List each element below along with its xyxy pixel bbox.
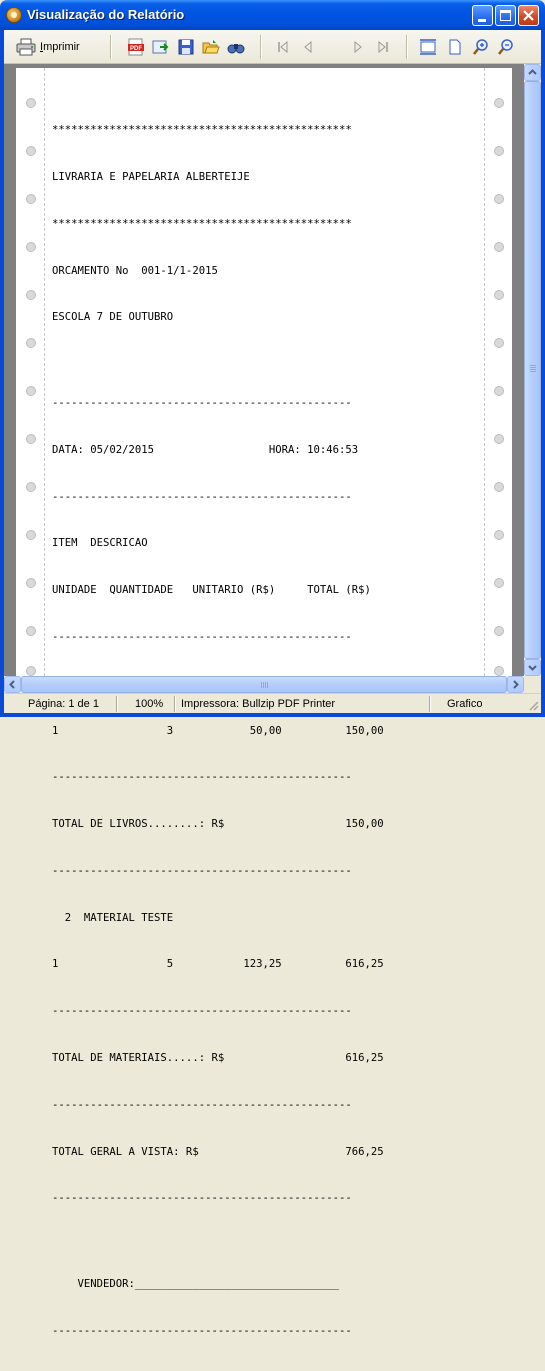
tractor-holes-left (26, 68, 38, 676)
status-separator (174, 696, 176, 712)
horizontal-scroll-thumb[interactable] (21, 676, 507, 693)
report-line: ----------------------------------------------- (52, 864, 352, 877)
report-line: LIVRARIA E PAPELARIA ALBERTEIJE (52, 170, 250, 183)
print-button[interactable] (16, 36, 80, 58)
open-button[interactable] (202, 38, 220, 56)
report-line: UNIDADE QUANTIDADE UNITARIO (R$) TOTAL (R$) (52, 584, 371, 597)
window-title: Visualização do Relatório (27, 7, 185, 22)
report-line: 1 5 123,25 616,25 (52, 958, 384, 971)
render-mode: Grafico (447, 698, 483, 710)
report-line: ----------------------------------------------- (52, 1324, 352, 1337)
report-line: *********************************************** (52, 217, 352, 230)
tractor-holes-right (494, 68, 506, 676)
title-bar (0, 0, 545, 30)
window-frame-right (541, 30, 545, 717)
print-label: Imprimir (40, 41, 80, 53)
vertical-scrollbar[interactable] (524, 64, 541, 676)
report-line: ESCOLA 7 DE OUTUBRO (52, 311, 174, 324)
find-icon (227, 38, 245, 56)
report-line: ----------------------------------------------- (52, 1098, 352, 1111)
last-page-button[interactable] (374, 38, 392, 56)
report-line: ----------------------------------------------- (52, 397, 352, 410)
scroll-left-button[interactable] (4, 676, 21, 693)
chevron-up-icon (525, 65, 540, 80)
report-line: ----------------------------------------------- (52, 771, 352, 784)
minimize-button[interactable] (472, 5, 493, 26)
previous-page-button[interactable] (299, 38, 317, 56)
chevron-right-icon (508, 677, 523, 692)
printer-icon (16, 38, 36, 56)
report-line (52, 357, 384, 365)
previous-page-icon (299, 38, 317, 56)
zoom-out-button[interactable] (497, 38, 515, 56)
first-page-icon (274, 38, 292, 56)
toolbar-separator (406, 35, 408, 59)
vertical-scroll-thumb[interactable] (524, 81, 541, 659)
pdf-icon (127, 38, 145, 56)
report-line: TOTAL GERAL A VISTA: R$ 766,25 (52, 1145, 384, 1158)
report-line: ----------------------------------------------- (52, 490, 352, 503)
report-line: 2 MATERIAL TESTE (52, 911, 174, 924)
page-indicator: Página: 1 de 1 (28, 698, 99, 710)
zoom-in-icon (472, 38, 490, 56)
status-separator (429, 696, 431, 712)
export-pdf-button[interactable] (127, 38, 145, 56)
app-icon (6, 7, 22, 23)
report-line: ----------------------------------------------- (52, 1005, 352, 1018)
toolbar (4, 30, 541, 64)
scroll-right-button[interactable] (507, 676, 524, 693)
open-folder-icon (202, 38, 220, 56)
status-bar (4, 693, 541, 713)
printer-name: Impressora: Bullzip PDF Printer (181, 698, 336, 710)
page-width-icon (419, 38, 437, 56)
close-icon (519, 6, 538, 25)
report-line: TOTAL DE LIVROS........: R$ 150,00 (52, 818, 384, 831)
page-width-button[interactable] (419, 38, 437, 56)
report-line: ----------------------------------------------- (52, 1192, 352, 1205)
first-page-button[interactable] (274, 38, 292, 56)
report-line: ----------------------------------------------- (52, 630, 352, 643)
last-page-icon (374, 38, 392, 56)
zoom-level: 100% (135, 698, 164, 710)
whole-page-button[interactable] (446, 38, 464, 56)
report-text (52, 92, 384, 1371)
report-line: ITEM DESCRICAO (52, 537, 148, 550)
scroll-up-button[interactable] (524, 64, 541, 81)
next-page-icon (349, 38, 367, 56)
toolbar-separator (260, 35, 262, 59)
scroll-down-button[interactable] (524, 659, 541, 676)
report-line: *********************************************** (52, 124, 352, 137)
next-page-button[interactable] (349, 38, 367, 56)
zoom-out-icon (497, 38, 515, 56)
export-button[interactable] (152, 38, 170, 56)
horizontal-scrollbar[interactable] (4, 676, 524, 693)
save-icon (177, 38, 195, 56)
close-button[interactable] (518, 5, 539, 26)
minimize-icon (478, 19, 486, 22)
perforation-right (484, 68, 485, 676)
chevron-down-icon (525, 660, 540, 675)
save-button[interactable] (177, 38, 195, 56)
find-button[interactable] (227, 38, 245, 56)
pdf-icon-label: PDF (130, 45, 142, 52)
chevron-left-icon (5, 677, 20, 692)
report-line (52, 1238, 384, 1246)
toolbar-separator (110, 35, 112, 59)
maximize-icon (500, 10, 511, 21)
status-separator (116, 696, 118, 712)
report-line: ORCAMENTO No 001-1/1-2015 (52, 264, 218, 277)
zoom-in-button[interactable] (472, 38, 490, 56)
report-line: DATA: 05/02/2015 HORA: 10:46:53 (52, 443, 359, 456)
report-line: TOTAL DE MATERIAIS.....: R$ 616,25 (52, 1052, 384, 1065)
maximize-button[interactable] (495, 5, 516, 26)
whole-page-icon (446, 38, 464, 56)
perforation-left (44, 68, 45, 676)
report-line: 1 3 50,00 150,00 (52, 724, 384, 737)
report-line: VENDEDOR:________________________________ (52, 1278, 340, 1291)
scrollbar-corner (524, 676, 541, 693)
resize-grip-icon (527, 699, 539, 711)
export-icon (152, 38, 170, 56)
